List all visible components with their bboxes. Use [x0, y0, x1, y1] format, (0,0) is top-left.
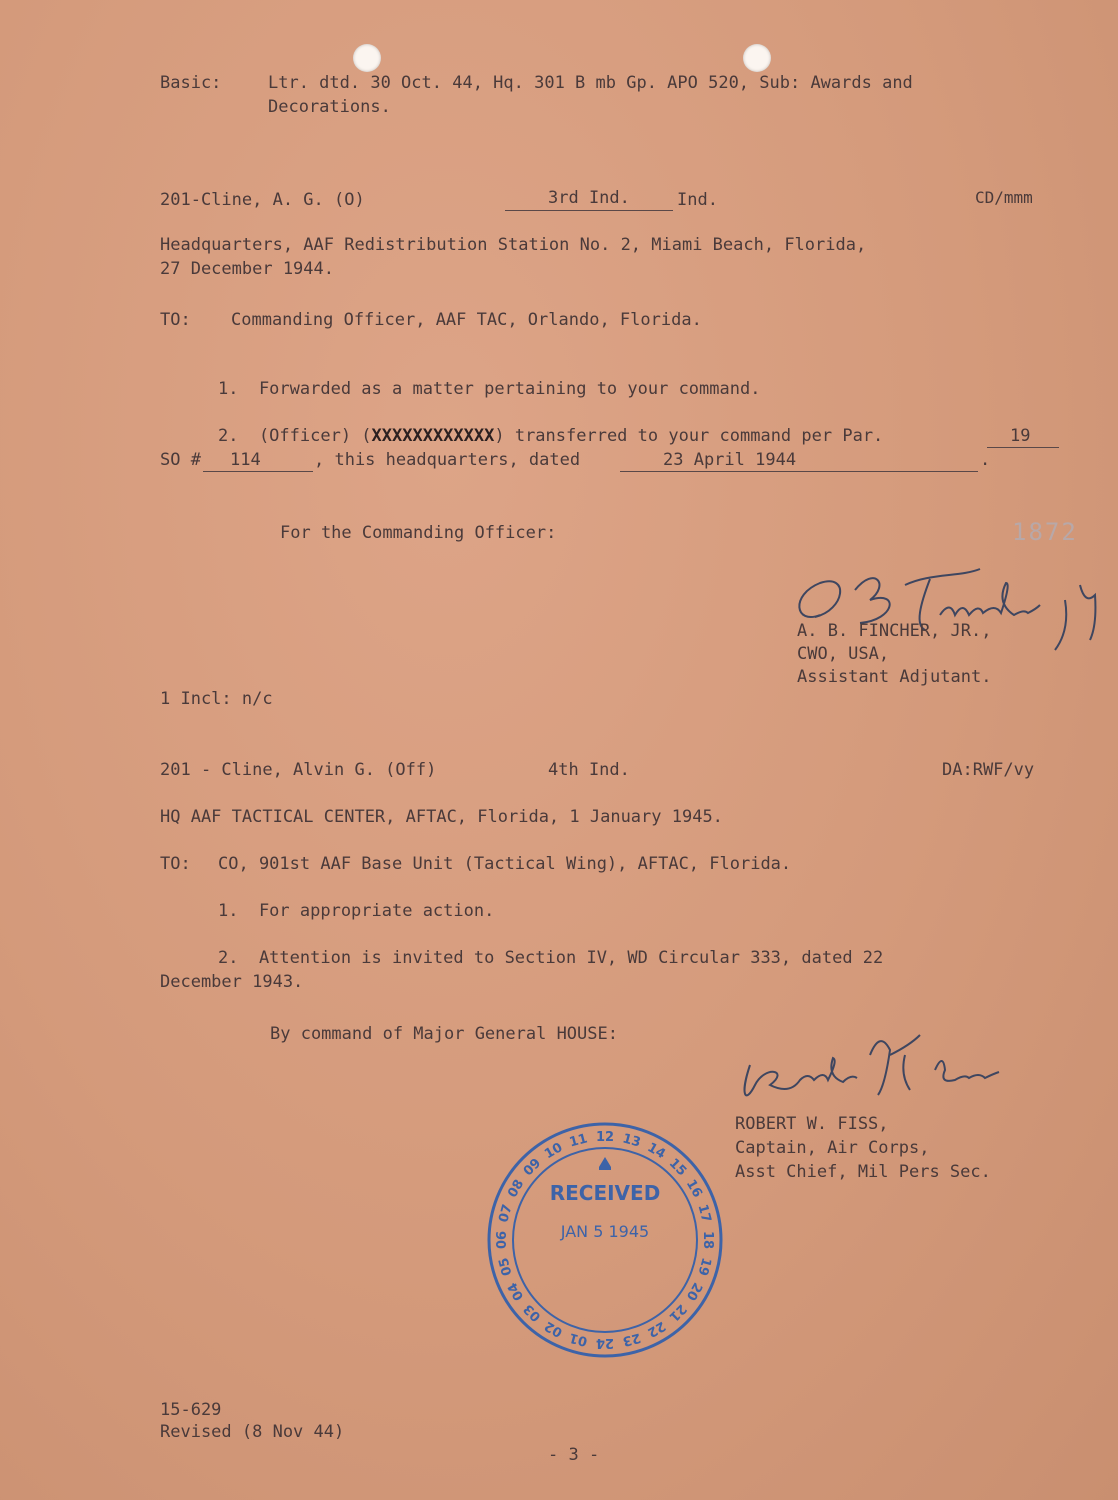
stamp-hour-01: 01 [567, 1329, 590, 1349]
stamp-hour-09: 09 [520, 1155, 545, 1180]
ind3-ref-initials: CD/mmm [975, 188, 1033, 207]
stamp-hour-06: 06 [495, 1230, 510, 1250]
stamp-hour-10: 10 [542, 1140, 566, 1163]
stamp-date: JAN 5 1945 [560, 1222, 650, 1241]
stamp-hour-05: 05 [496, 1255, 516, 1278]
par-value: 19 [1010, 426, 1031, 446]
date-value: 23 April 1944 [663, 450, 797, 470]
date-underline [620, 471, 978, 472]
fiss-rank: Captain, Air Corps, [735, 1138, 930, 1158]
stamp-hour-22: 22 [644, 1317, 668, 1340]
ind3-struck-text: XXXXXXXXXXXX [371, 426, 495, 446]
stamp-hour-14: 14 [644, 1140, 668, 1163]
ind3-for-commanding-officer: For the Commanding Officer: [280, 523, 557, 543]
fincher-rank: CWO, USA, [797, 644, 890, 664]
so-underline [203, 471, 313, 472]
ind3-hq-line-1: Headquarters, AAF Redistribution Station No. 2, Miami Beach, Florida, [160, 235, 867, 255]
ind4-para-1: 1. For appropriate action. [218, 901, 495, 921]
stamp-hour-07: 07 [496, 1202, 516, 1225]
ind3-ind-suffix: Ind. [677, 190, 718, 210]
stamp-hour-23: 23 [620, 1329, 643, 1349]
stamp-hour-21: 21 [665, 1300, 690, 1325]
form-revised: Revised (8 Nov 44) [160, 1422, 345, 1442]
ind4-ind: 4th Ind. [548, 760, 630, 780]
stamp-hour-13: 13 [620, 1131, 643, 1151]
ind4-para-2-line-1: 2. Attention is invited to Section IV, WD Circular 333, dated 22 [218, 948, 884, 968]
basic-line-1: Ltr. dtd. 30 Oct. 44, Hq. 301 B mb Gp. APO 520, Sub: Awards and [268, 73, 913, 93]
ind3-hq-line-2: 27 December 1944. [160, 259, 334, 279]
ind4-to-label: TO: [160, 854, 191, 874]
ind3-stamp-number: 1872 [1012, 518, 1078, 546]
stamp-hour-08: 08 [505, 1177, 528, 1201]
ind4-file-ref: 201 - Cline, Alvin G. (Off) [160, 760, 437, 780]
fiss-title: Asst Chief, Mil Pers Sec. [735, 1162, 991, 1182]
ind3-file-ref: 201-Cline, A. G. (O) [160, 190, 365, 210]
stamp-hour-16: 16 [682, 1177, 705, 1201]
so-label: SO # [160, 450, 201, 470]
fiss-signature [730, 1025, 1030, 1115]
stamp-hour-18: 18 [700, 1230, 715, 1250]
ind3-ind-underline [505, 210, 673, 211]
ind4-ref-initials: DA:RWF/vy [942, 760, 1035, 780]
fincher-title: Assistant Adjutant. [797, 667, 992, 687]
stamp-hour-12: 12 [595, 1130, 615, 1145]
stamp-hour-04: 04 [505, 1279, 528, 1303]
ind4-para-2-line-2: December 1943. [160, 972, 304, 992]
stamp-hour-11: 11 [567, 1131, 590, 1151]
so-value: 114 [230, 450, 261, 470]
stamp-hour-02: 02 [542, 1317, 566, 1340]
punch-hole-right [743, 44, 771, 72]
form-number: 15-629 [160, 1400, 222, 1420]
ind3-para-2-start: 2. (Officer) ( [218, 426, 372, 446]
punch-hole-left [353, 44, 381, 72]
ind3-ind-fill: 3rd Ind. [548, 188, 630, 208]
ind3-para-1: 1. Forwarded as a matter pertaining to your command. [218, 379, 761, 399]
basic-label: Basic: [160, 73, 222, 93]
stamp-hour-24: 24 [595, 1335, 615, 1350]
stamp-hour-19: 19 [694, 1255, 714, 1278]
stamp-hour-03: 03 [520, 1300, 545, 1325]
ind3-para-2-mid: ) transferred to your command per Par. [494, 426, 884, 446]
ind3-to-label: TO: [160, 310, 191, 330]
stamp-hour-15: 15 [665, 1155, 690, 1180]
fiss-name: ROBERT W. FISS, [735, 1114, 889, 1134]
so-mid-text: , this headquarters, dated [314, 450, 581, 470]
stamp-label: RECEIVED [549, 1181, 661, 1205]
ind3-para-2-line-1 [218, 425, 883, 447]
fincher-name: A. B. FINCHER, JR., [797, 621, 992, 641]
par-underline [987, 447, 1059, 448]
stamp-hour-17: 17 [694, 1202, 714, 1225]
page-number: - 3 - [548, 1445, 600, 1465]
stamp-fleur-icon [599, 1157, 611, 1170]
ind3-para-2-end: . [980, 450, 991, 470]
ind3-to-text: Commanding Officer, AAF TAC, Orlando, Florida. [231, 310, 702, 330]
ind3-inclosure: 1 Incl: n/c [160, 689, 273, 709]
ind4-by-command: By command of Major General HOUSE: [270, 1024, 618, 1044]
received-stamp [480, 1115, 730, 1365]
basic-line-2: Decorations. [268, 97, 391, 117]
stamp-hour-20: 20 [682, 1279, 705, 1303]
ind4-to-text: CO, 901st AAF Base Unit (Tactical Wing), AFTAC, Florida. [218, 854, 792, 874]
ind4-hq: HQ AAF TACTICAL CENTER, AFTAC, Florida, 1 January 1945. [160, 807, 723, 827]
